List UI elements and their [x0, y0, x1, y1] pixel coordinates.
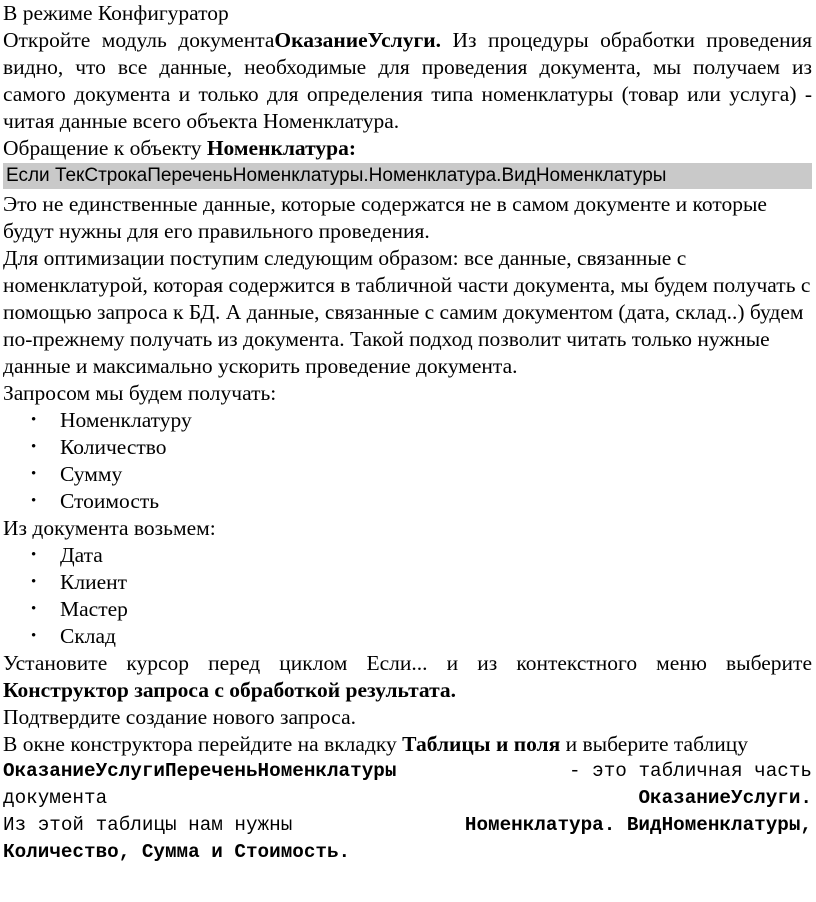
list-item: • Номенклатуру — [3, 407, 812, 434]
table-name: ОказаниеУслугиПереченьНоменклатуры — [3, 760, 397, 782]
paragraph-query-intro: Запросом мы будем получать: — [3, 381, 277, 405]
mono-line-fields-end — [3, 839, 812, 866]
paragraph-open-module — [3, 27, 812, 135]
paragraph-tables-tab — [3, 731, 812, 758]
paragraph-document-intro: Из документа возьмем: — [3, 516, 216, 540]
field-names: Номенклатура. ВидНоменклатуры, — [464, 814, 812, 836]
paragraph-other-data: Это не единственные данные, которые содержатся не в самом документе и которые будут нужны для его правильного проведения. — [3, 192, 767, 243]
text-post: Из процедуры обработки проведения видно, что все данные, необходимые для проведения документа, мы получаем из самого документа и только для определения типа номенклатуры (товар или услуга) - читая данные всего объекта Номенклатура. — [3, 28, 812, 133]
document-name: ОказаниеУслуги. — [274, 28, 442, 52]
object-name: Номенклатура: — [206, 136, 357, 160]
list-item: • Количество — [3, 434, 812, 461]
paragraph-optimization: Для оптимизации поступим следующим образом: все данные, связанные с номенклатурой, которая содержится в табличной части документа, мы будем получать с помощью запроса к БД. А данные, связанные с самим документом (дата, склад..) будем по-прежнему получать из документа. Такой подход позволит читать только нужные данные и максимально ускорить проведение документа. — [3, 246, 811, 378]
paragraph-cursor: Установите курсор перед циклом Если... и из контекстного меню выберите — [3, 651, 812, 675]
list-item: • Склад — [3, 623, 812, 650]
code-snippet: Если ТекСтрокаПереченьНоменклатуры.Номенклатура.ВидНоменклатуры — [3, 163, 812, 189]
text-post: и выберите таблицу — [560, 732, 748, 756]
list-item: • Сумму — [3, 461, 812, 488]
constructor-name: Конструктор запроса с обработкой результата. — [3, 678, 457, 702]
text-pre: Откройте модуль документа — [3, 28, 275, 52]
list-item: • Мастер — [3, 596, 812, 623]
mono-text: - это табличная часть — [569, 760, 812, 782]
paragraph-mode: В режиме Конфигуратор — [3, 1, 229, 25]
paragraph-confirm: Подтвердите создание нового запроса. — [3, 705, 357, 729]
list-item: • Дата — [3, 542, 812, 569]
query-list — [3, 407, 812, 515]
list-item: • Клиент — [3, 569, 812, 596]
tab-name: Таблицы и поля — [402, 732, 561, 756]
mono-line-document — [3, 785, 812, 812]
document-list — [3, 542, 812, 650]
text-pre: В окне конструктора перейдите на вкладку — [3, 732, 403, 756]
paragraph-object-access — [3, 135, 812, 162]
text-pre: Обращение к объекту — [3, 136, 207, 160]
field-names: Количество, Сумма и Стоимость. — [3, 841, 351, 863]
document-name: ОказаниеУслуги. — [638, 787, 812, 809]
list-item: • Стоимость — [3, 488, 812, 515]
mono-text: документа — [3, 787, 108, 809]
paragraph-constructor — [3, 677, 812, 704]
mono-text: Из этой таблицы нам нужны — [3, 814, 293, 836]
mono-line-fields — [3, 812, 812, 839]
mono-line-table — [3, 758, 812, 785]
